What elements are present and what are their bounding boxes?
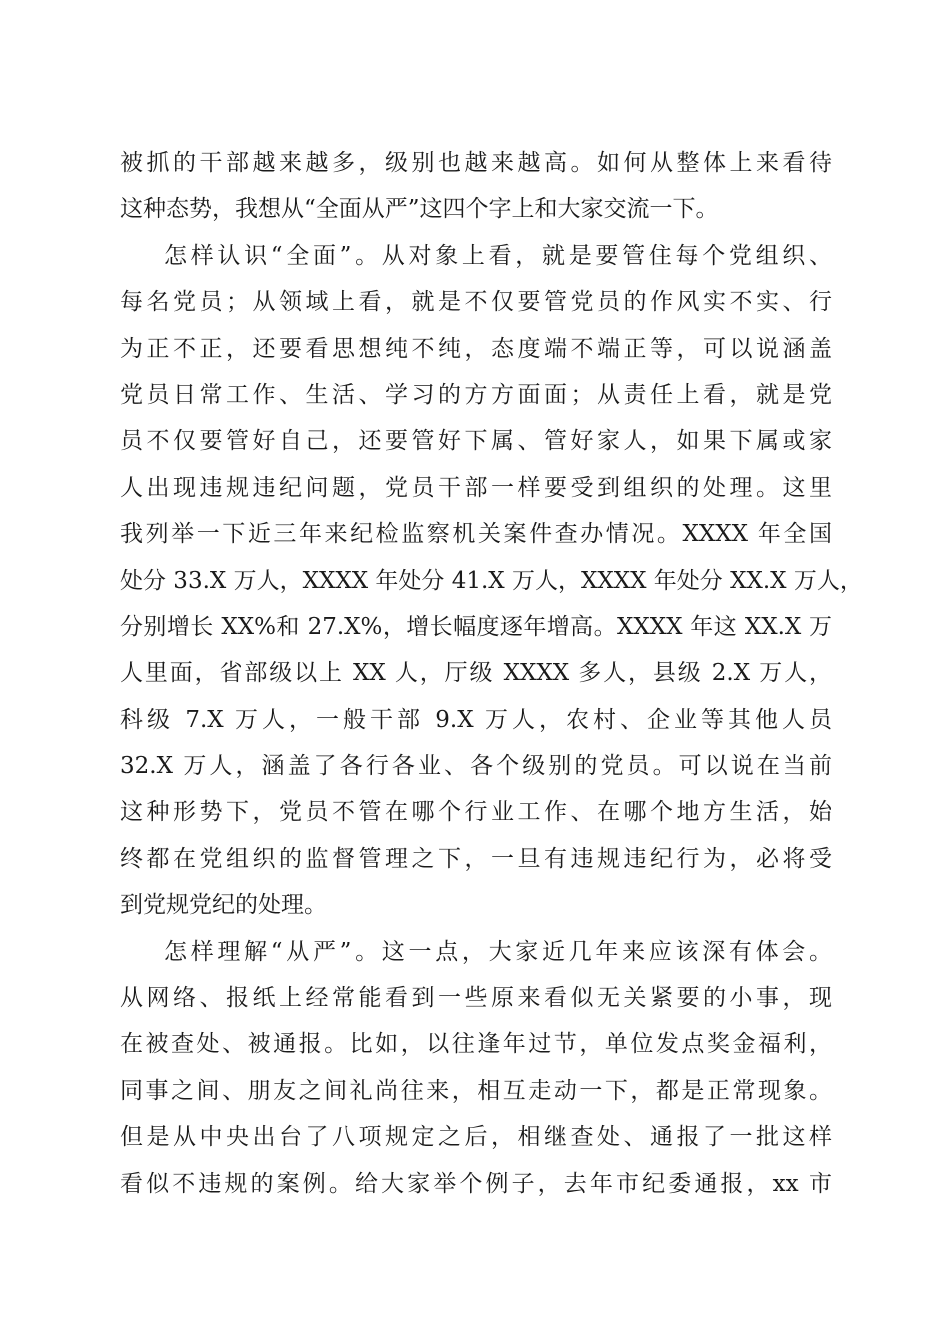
text-line-paragraph-start: 怎样认识“全面”。从对象上看，就是要管住每个党组织、 <box>164 242 832 269</box>
text-line: 科级 7.X 万人，一般干部 9.X 万人，农村、企业等其他人员 <box>120 706 832 733</box>
text-line: 人里面，省部级以上 XX 人，厅级 XXXX 多人，县级 2.X 万人， <box>120 660 832 687</box>
text-line: 分别增长 XX%和 27.X%，增长幅度逐年增高。XXXX 年这 XX.X 万 <box>120 613 832 640</box>
text-line: 终都在党组织的监督管理之下，一旦有违规违纪行为，必将受 <box>120 845 832 872</box>
text-line: 看似不违规的案例。给大家举个例子，去年市纪委通报，xx 市 <box>120 1170 832 1197</box>
text-line: 人出现违规违纪问题，党员干部一样要受到组织的处理。这里 <box>120 474 832 501</box>
text-line-paragraph-start: 怎样理解“从严”。这一点，大家近几年来应该深有体会。 <box>164 938 832 965</box>
text-line: 到党规党纪的处理。 <box>120 892 327 919</box>
text-line: 但是从中央出台了八项规定之后，相继查处、通报了一批这样 <box>120 1124 832 1151</box>
text-line: 在被查处、被通报。比如，以往逢年过节，单位发点奖金福利， <box>120 1031 832 1058</box>
text-line: 我列举一下近三年来纪检监察机关案件查办情况。XXXX 年全国 <box>120 521 832 548</box>
text-line: 被抓的干部越来越多，级别也越来越高。如何从整体上来看待 <box>120 150 832 176</box>
body-text <box>120 140 863 1207</box>
text-line: 这种形势下，党员不管在哪个行业工作、在哪个地方生活，始 <box>120 799 832 826</box>
text-line: 同事之间、朋友之间礼尚往来，相互走动一下，都是正常现象。 <box>120 1077 832 1104</box>
text-line: 员不仅要管好自己，还要管好下属、管好家人，如果下属或家 <box>120 428 832 455</box>
text-line: 每名党员；从领域上看，就是不仅要管党员的作风实不实、行 <box>120 289 832 316</box>
text-line: 党员日常工作、生活、学习的方方面面；从责任上看，就是党 <box>120 381 832 408</box>
text-line: 处分 33.X 万人，XXXX 年处分 41.X 万人，XXXX 年处分 XX.X 万人， <box>120 567 863 594</box>
text-line: 从网络、报纸上经常能看到一些原来看似无关紧要的小事，现 <box>120 985 832 1012</box>
text-line: 32.X 万人，涵盖了各行各业、各个级别的党员。可以说在当前 <box>120 753 832 780</box>
text-line: 这种态势，我想从“全面从严”这四个字上和大家交流一下。 <box>120 196 719 223</box>
text-line: 为正不正，还要看思想纯不纯，态度端不端正等，可以说涵盖 <box>120 335 832 362</box>
